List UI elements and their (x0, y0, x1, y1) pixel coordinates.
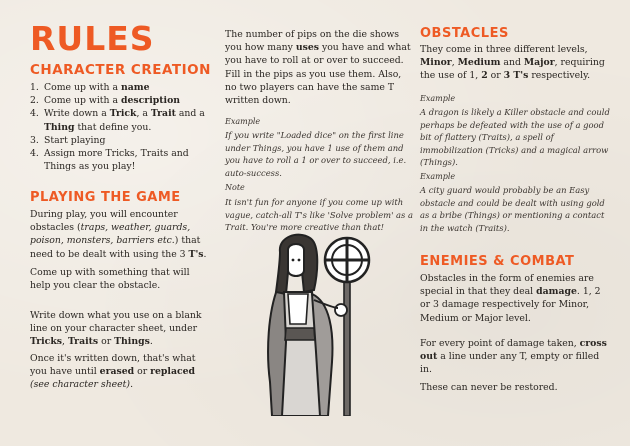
page-title: RULES (30, 19, 155, 58)
character-creation-heading: CHARACTER CREATION (30, 62, 211, 78)
obstacles-example-label-2: Example (420, 172, 456, 181)
playing-paragraph-1: During play, you will encounter obstacles (traps, weather, guards, poison, monsters, barriers etc.) that need to be dealt with using the 3 T's. (30, 209, 207, 260)
character-creation-steps (30, 81, 210, 173)
obstacles-example-text-2: A city guard would probably be an Easy obstacle and could be dealt with using gold as a bribe (Things) or mentioning a contact in the watch (Traits). (420, 185, 605, 233)
enemies-combat-heading: ENEMIES & COMBAT (420, 254, 575, 269)
playing-paragraph-3: Write down what you use on a blank line on your character sheet, under Tricks, Traits or Things. (30, 310, 202, 348)
step-item: 4. Write down a Trick, a Trait and a Thing that define you. (30, 108, 205, 133)
example-label: Example (225, 117, 261, 126)
obstacles-example-label-1: Example (420, 94, 456, 103)
note-label: Note (225, 183, 245, 192)
step-item: 4. Assign more Tricks, Traits and Things as you play! (30, 148, 189, 173)
step-item: 3. Start playing (30, 134, 106, 146)
enemies-paragraph-3: These can never be restored. (420, 382, 558, 393)
obstacles-heading: OBSTACLES (420, 26, 509, 41)
dice-paragraph: The number of pips on the die shows you how many uses you have and what you have to roll at or over to succeed. Fill in the pips as you use them. Also, no two players can have the same T written down. (225, 29, 411, 107)
note-text: It isn't fun for anyone if you come up with vague, catch-all T's like 'Solve problem' as a Trait. You're more creative than that! (225, 197, 413, 232)
example-text: If you write "Loaded dice" on the first line under Things, you have 1 use of them and you have to roll a 1 or over to succeed, i.e. auto-success. (225, 130, 407, 178)
enemies-paragraph-1: Obstacles in the form of enemies are special in that they deal damage. 1, 2 or 3 damage respectively for Minor, Medium or Major level. (420, 273, 601, 324)
playing-the-game-heading: PLAYING THE GAME (30, 190, 181, 205)
playing-paragraph-4: Once it's written down, that's what you have until erased or replaced (see character sheet). (30, 353, 196, 391)
cleric-with-staff-figure (258, 232, 380, 416)
step-item: 2. Come up with a description (30, 95, 181, 107)
playing-paragraph-2: Come up with something that will help you clear the obstacle. (30, 267, 190, 292)
obstacles-example-text-1: A dragon is likely a Killer obstacle and could perhaps be defeated with the use of a good bit of flattery (Traits), a spell of immobilization (Tricks) and a magical arrow (Things). (420, 107, 610, 167)
obstacles-paragraph: They come in three different levels, Minor, Medium and Major, requiring the use of 1, 2 or 3 T's respectively. (420, 44, 605, 82)
step-item: 1. Come up with a name (30, 82, 150, 93)
enemies-paragraph-2: For every point of damage taken, cross out a line under any T, empty or filled in. (420, 338, 607, 376)
